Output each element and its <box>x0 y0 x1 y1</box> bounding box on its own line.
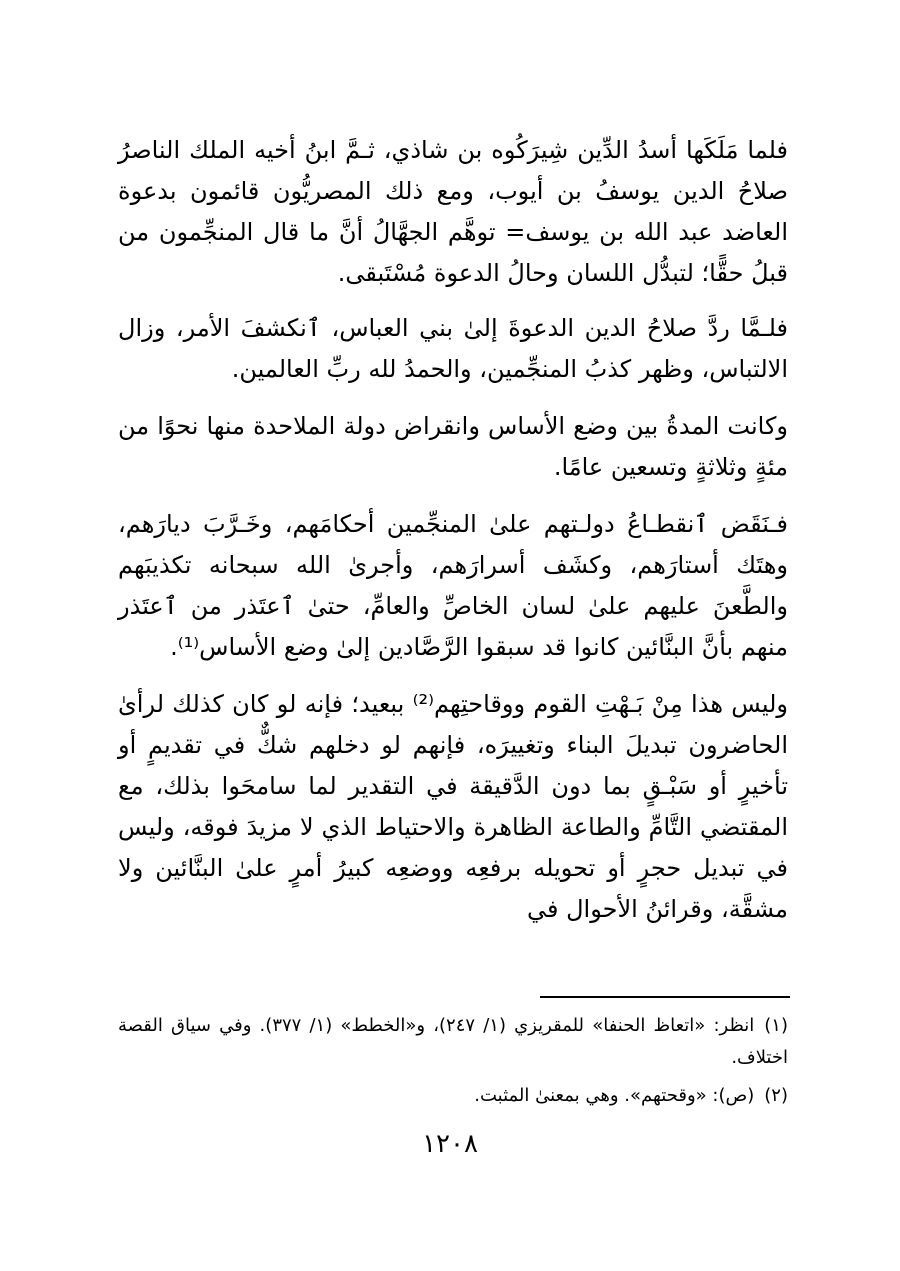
footnote-2 <box>118 1080 788 1112</box>
footnote-2-number: (٢) <box>764 1085 788 1106</box>
footnote-2-text: (ص): «وقحتهم». وهي بمعنىٰ المثبت. <box>474 1085 755 1106</box>
paragraph-5: وليس هذا مِنْ بَـهْتِ القوم ووقاحتِهم⁽²⁾ ببعيد؛ فإنه لو كان كذلك لرأىٰ الحاضرون تبديلَ البناء وتغييرَه، فإنهم لو دخلهم شكٌّ في تقديمٍ أو تأخيرٍ أو سَبْـقٍ بما دون الدَّقيقة في التقدير لما سامحَوا بذلك، مع المقتضي التَّامِّ والطاعة الظاهرة والاحتياط الذي لا مزيدَ فوقه، وليس في تبديل حجرٍ أو تحويله برفعِه ووضعِه كبيرُ أمرٍ علىٰ البنَّائين ولا مشقَّة، وقرائنُ الأحوال في <box>118 690 788 923</box>
page-number: ١٢٠٨ <box>422 1129 478 1159</box>
footnote-1-number: (١) <box>764 1015 788 1036</box>
footnotes <box>118 1010 788 1118</box>
paragraph-2: فلـمَّا ردَّ صلاحُ الدين الدعوةَ إلىٰ بني العباس، ٱنكشفَ الأمر، وزال الالتباس، وظهر كذبُ المنجِّمين، والحمدُ لله ربِّ العالمين. <box>118 314 788 383</box>
paragraph-1: فلما مَلَكَها أسدُ الدِّين شِيرَكُوه بن شاذي، ثـمَّ ابنُ أخيه الملك الناصرُ صلاحُ الدين يوسفُ بن أيوب، ومع ذلك المصريُّون قائمون بدعوة العاضد عبد الله بن يوسف= توهَّم الجهَّالُ أنَّ ما قال المنجِّمون من قبلُ حقًّا؛ لتبدُّل اللسان وحالُ الدعوة مُسْتَبقى. <box>118 136 788 287</box>
footnote-separator <box>540 996 790 998</box>
main-text <box>118 130 788 946</box>
paragraph-3: وكانت المدةُ بين وضع الأساس وانقراض دولة الملاحدة منها نحوًا من مئةٍ وثلاثةٍ وتسعين عامًا. <box>118 412 788 481</box>
paragraph-4: فـنَقَض ٱنقطـاعُ دولـتهم علىٰ المنجِّمين أحكامَهم، وخَـرَّبَ ديارَهم، وهتَك أستارَهم، وكشَف أسرارَهم، وأجرىٰ الله سبحانه تكذيبَهم والطَّعنَ عليهم علىٰ لسان الخاصِّ والعامِّ، حتىٰ ٱعتَذر من ٱعتَذر منهم بأنَّ البنَّائين كانوا قد سبقوا الرَّصَّادين إلىٰ وضع الأساس⁽¹⁾. <box>118 510 788 661</box>
footnote-1-text: انظر: «اتعاظ الحنفا» للمقريزي (١/ ٢٤٧)، و«الخطط» (١/ ٣٧٧). وفي سياق القصة اختلاف. <box>118 1015 788 1068</box>
footnote-1 <box>118 1010 788 1074</box>
